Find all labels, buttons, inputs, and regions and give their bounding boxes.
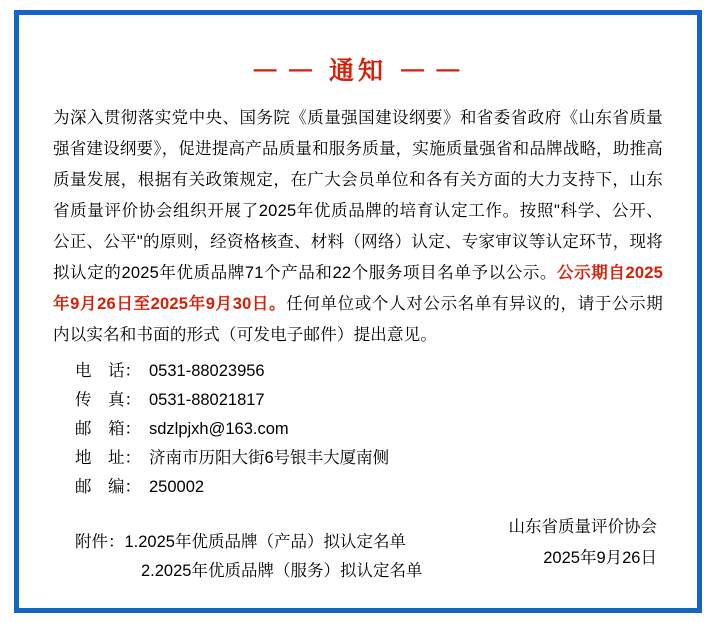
notice-inner [19,15,697,608]
page-title: 通知 [328,57,387,85]
contact-label-fax: 传 真： [75,391,141,409]
body-paragraph-part1: 为深入贯彻落实党中央、国务院《质量强国建设纲要》和省委省政府《山东省质量强省建设纲要》，促进提高产品质量和服务质量，实施质量强省和品牌战略，助推高质量发展，根据有关政策规定，在广大会员单位和各有关方面的大力支持下，山东省质量评价协会组织开展了2025年优质品牌的培育认定工作。按照"科学、公开、公正、公平"的原则，经资格核查、材料（网络）认定、专家审议等认定环节，现将拟认定的2025年优质品牌71个产品和22个服务项目名单予以公示。 [53,109,663,282]
title-dash-right: — — [401,55,463,82]
notice-title-row [53,51,663,87]
contact-list [53,357,663,502]
contact-row-email [75,415,663,444]
contact-value-fax: 0531-88021817 [149,391,265,409]
contact-value-address: 济南市历阳大街6号银丰大厦南侧 [149,449,390,467]
contact-value-phone: 0531-88023956 [149,362,265,380]
contact-value-email[interactable]: sdzlpjxh@163.com [149,420,289,438]
public-notice-period: 公示期自2025年9月26日至2025年9月30日。 [53,264,663,313]
contact-row-address [75,444,663,473]
contact-label-address: 地 址： [75,449,141,467]
contact-label-phone: 电 话： [75,362,141,380]
contact-label-postcode: 邮 编： [75,478,141,496]
notice-body [53,103,663,351]
body-paragraph-part2: 任何单位或个人对公示名单有异议的，请于公示期内以实名和书面的形式（可发电子邮件）提出意见。 [53,295,663,344]
contact-label-email: 邮 箱： [75,420,141,438]
contact-row-fax [75,386,663,415]
signature-block [509,512,658,574]
contact-row-phone [75,357,663,386]
title-dash-left: — — [253,55,315,82]
notice-card [14,10,702,613]
attachment-item-1[interactable]: 附件：1.2025年优质品牌（产品）拟认定名单 [75,533,406,551]
contact-row-postcode [75,473,663,502]
contact-value-postcode: 250002 [149,478,205,496]
attachment-item-2[interactable]: 2.2025年优质品牌（服务）拟认定名单 [141,562,423,580]
signature-date: 2025年9月26日 [543,549,657,567]
signature-organization: 山东省质量评价协会 [508,518,657,536]
